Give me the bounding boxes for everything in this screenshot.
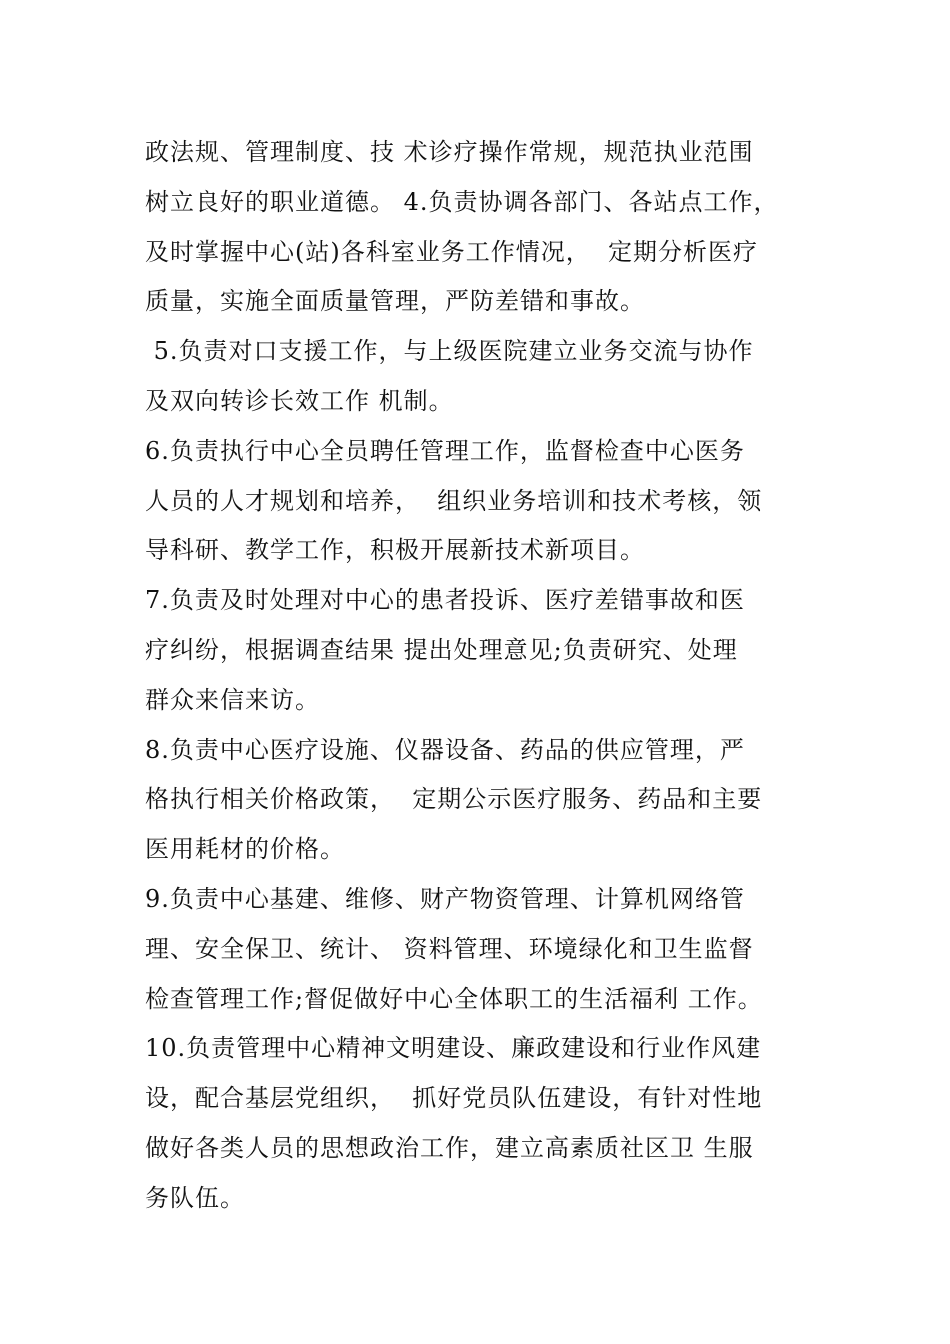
text-line-21: 做好各类人员的思想政治工作，建立高素质社区卫 生服 bbox=[145, 1133, 754, 1162]
text-line-14: 格执行相关价格政策， 定期公示医疗服务、药品和主要 bbox=[145, 785, 763, 814]
text-line-5: 5.负责对口支援工作，与上级医院建立业务交流与协作 bbox=[145, 337, 754, 366]
text-line-6: 及双向转诊长效工作 机制。 bbox=[145, 386, 454, 415]
text-line-16: 9.负责中心基建、维修、财产物资管理、计算机网络管 bbox=[145, 884, 745, 913]
text-line-8: 人员的人才规划和培养， 组织业务培训和技术考核，领 bbox=[145, 486, 763, 515]
text-line-15: 医用耗材的价格。 bbox=[145, 835, 345, 864]
text-line-22: 务队伍。 bbox=[145, 1183, 245, 1212]
text-line-9: 导科研、教学工作，积极开展新技术新项目。 bbox=[145, 536, 645, 565]
text-line-7: 6.负责执行中心全员聘任管理工作，监督检查中心医务 bbox=[145, 436, 745, 465]
text-line-10: 7.负责及时处理对中心的患者投诉、医疗差错事故和医 bbox=[145, 586, 745, 615]
text-line-12: 群众来信来访。 bbox=[145, 685, 320, 714]
document-body bbox=[145, 128, 805, 1224]
text-line-1: 政法规、管理制度、技 术诊疗操作常规，规范执业范围 bbox=[145, 138, 754, 166]
text-line-20: 设，配合基层党组织， 抓好党员队伍建设，有针对性地 bbox=[145, 1084, 763, 1113]
text-line-13: 8.负责中心医疗设施、仪器设备、药品的供应管理，严 bbox=[145, 735, 745, 764]
text-line-4: 质量，实施全面质量管理，严防差错和事故。 bbox=[145, 287, 645, 316]
text-line-3: 及时掌握中心(站)各科室业务工作情况， 定期分析医疗 bbox=[145, 237, 758, 266]
text-line-18: 检查管理工作;督促做好中心全体职工的生活福利 工作。 bbox=[145, 984, 763, 1013]
text-line-17: 理、安全保卫、统计、 资料管理、环境绿化和卫生监督 bbox=[145, 934, 754, 963]
text-line-11: 疗纠纷，根据调查结果 提出处理意见;负责研究、处理 bbox=[145, 635, 738, 664]
text-line-19: 10.负责管理中心精神文明建设、廉政建设和行业作风建 bbox=[145, 1034, 762, 1063]
text-line-2: 树立良好的职业道德。 4.负责协调各部门、各站点工作， bbox=[145, 187, 779, 216]
